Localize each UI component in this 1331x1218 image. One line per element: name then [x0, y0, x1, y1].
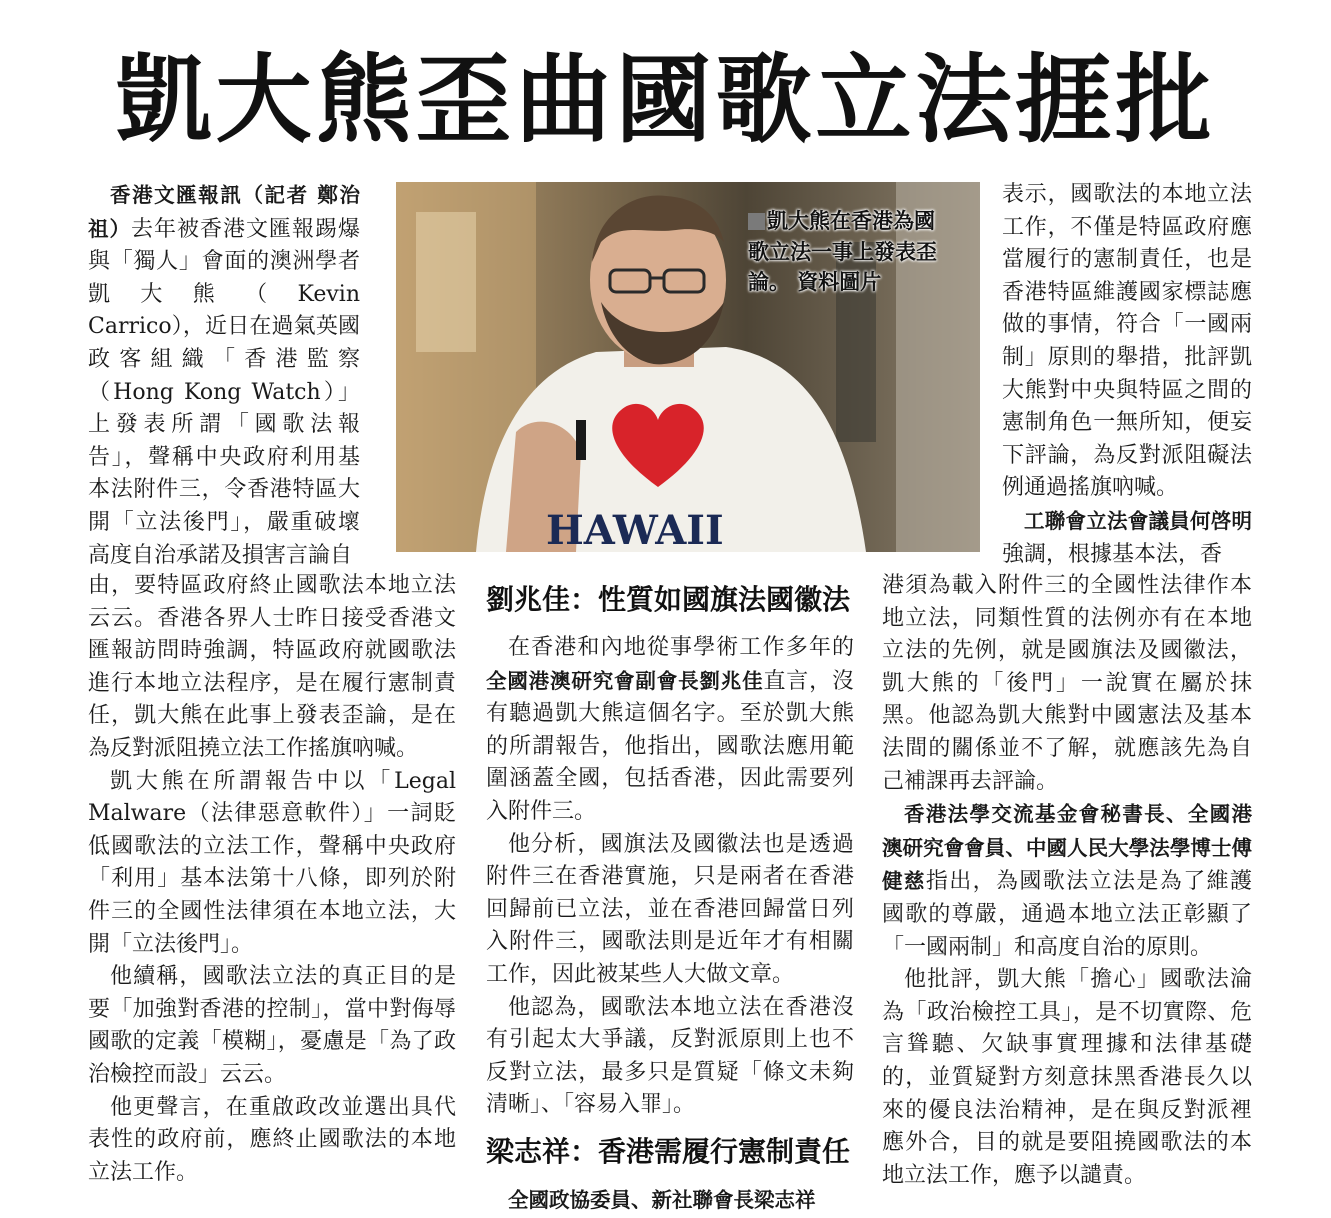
dateline: 香港文匯報訊（記者 鄭治祖） [88, 183, 360, 241]
person-name: 工聯會立法會議員何啓明 [1024, 508, 1252, 533]
paragraph: 他批評，凱大熊「擔心」國歌法淪為「政治檢控工具」，是不切實際、危言聳聽、欠缺事實理據和法律基礎的，並質疑對方刻意抹黑香港長久以來的優良法治精神，是在與反對派裡應外合，目的就是要阻撓國歌法的本地立法工作，應予以譴責。 [882, 967, 1252, 1188]
article-column-2: 在香港和內地從事學術工作多年的全國港澳研究會副會長劉兆佳直言，沒有聽過凱大熊這個名字。至於凱大熊的所謂報告，他指出，國歌法應用範圍涵蓋全國，包括香港，因此需要列入附件三。 他分析，國旗法及國徽法也是透過附件三在香港實施，只是兩者在香港回歸前已立法，並在香港回歸當日列入附件三，國歌法則是近年才有相關工作，因此被某些人大做文章。 他認為，國歌法本地立法在香港沒有引起太大爭議，反對派原則上也不反對立法，最多只是質疑「條文未夠清晰」、「容易入罪」。 [486, 632, 854, 1122]
paragraph: 他分析，國旗法及國徽法也是透過附件三在香港實施，只是兩者在香港回歸前已立法，並在香港回歸當日列入附件三，國歌法則是近年才有相關工作，因此被某些人大做文章。 [486, 831, 854, 987]
paragraph: 港須為載入附件三的全國性法律作本地立法，同類性質的法例亦有在本地立法的先例，就是國旗法及國徽法，凱大熊的「後門」一說實在屬於抹黑。他認為凱大熊對中國憲法及基本法間的關係並不了解，就應該先為自己補課再去評論。 [882, 573, 1252, 794]
photo-caption: 凱大熊在香港為國歌立法一事上發表歪論。 資料圖片 [748, 209, 937, 294]
subheading-liu: 劉兆佳：性質如國旗法國徽法 [486, 583, 851, 616]
shirt-text: HAWAII [546, 507, 724, 552]
paragraph: 由，要特區政府終止國歌法本地立法云云。香港各界人士昨日接受香港文匯報訪問時強調，特區政府就國歌法進行本地立法程序，是在履行憲制責任，凱大熊在此事上發表歪論，是在為反對派阻撓立法工作搖旗吶喊。 [88, 573, 456, 761]
person-name: 全國港澳研究會副會長劉兆佳 [486, 668, 764, 693]
person-name: 香港法學交流基金會秘書長、全國港澳研究會會員、中國人民大學法學博士傅健慈 [882, 802, 1252, 894]
headline: 凱大熊歪曲國歌立法捱批 [115, 43, 1216, 156]
caption-marker-icon [748, 213, 765, 230]
article-column-1-top: 香港文匯報訊（記者 鄭治祖）去年被香港文匯報踢爆與「獨人」會面的澳洲學者凱大熊（Kevin Carrico），近日在過氣英國政客組織「香港監察（Hong Kong Watch）」上發表所謂「國歌法報告」，聲稱中央政府利用基本法附件三，令香港特區大開「立法後門」，嚴重破壞高度自治承諾及損害言論自 [88, 183, 360, 568]
article-column-1 [88, 570, 456, 1189]
article-column-3: 港須為載入附件三的全國性法律作本地立法，同類性質的法例亦有在本地立法的先例，就是國旗法及國徽法，凱大熊的「後門」一說實在屬於抹黑。他認為凱大熊對中國憲法及基本法間的關係並不了解，就應該先為自己補課再去評論。 香港法學交流基金會秘書長、全國港澳研究會會員、中國人民大學法學博士傅健慈指出，為國歌法立法是為了維護國歌的尊嚴，通過本地立法正彰顯了「一國兩制」和高度自治的原則。 他批評，凱大熊「擔心」國歌法淪為「政治檢控工具」，是不切實際、危言聳聽、欠缺事實理據和法律基礎的，並質疑對方刻意抹黑香港長久以來的優良法治精神，是在與反對派裡應外合，目的就是要阻撓國歌法的本地立法工作，應予以譴責。 [882, 570, 1252, 1192]
paragraph: 他認為，國歌法本地立法在香港沒有引起太大爭議，反對派原則上也不反對立法，最多只是質疑「條文未夠清晰」、「容易入罪」。 [486, 994, 854, 1118]
paragraph: 表示，國歌法的本地立法工作，不僅是特區政府應當履行的憲制責任，也是香港特區維護國家標誌應做的事情，符合「一國兩制」原則的舉措，批評凱大熊對中央與特區之間的憲制角色一無所知，便妄下評論，為反對派阻礙法例通過搖旗吶喊。 [1002, 182, 1252, 501]
paragraph: 他續稱，國歌法立法的真正目的是要「加強對香港的控制」，當中對侮辱國歌的定義「模糊」，憂慮是「為了政治檢控而設」云云。 [88, 964, 456, 1087]
paragraph: 凱大熊在所謂報告中以「Legal Malware（法律惡意軟件）」一詞貶低國歌法的立法工作，聲稱中央政府「利用」基本法第十八條，即列於附件三的全國性法律須在本地立法，大開「立法後門」。 [88, 768, 456, 957]
person-name: 全國政協委員、新社聯會長梁志祥 [508, 1188, 816, 1212]
subheading-leung: 梁志祥：香港需履行憲制責任 [486, 1135, 851, 1168]
article-column-3-top: 表示，國歌法的本地立法工作，不僅是特區政府應當履行的憲制責任，也是香港特區維護國家標誌應做的事情，符合「一國兩制」原則的舉措，批評凱大熊對中央與特區之間的憲制角色一無所知，便妄下評論，為反對派阻礙法例通過搖旗吶喊。 工聯會立法會議員何啓明強調，根據基本法，香 [1002, 179, 1252, 571]
paragraph: 他更聲言，在重啟政改並選出具代表性的政府前，應終止國歌法的本地立法工作。 [88, 1094, 456, 1185]
